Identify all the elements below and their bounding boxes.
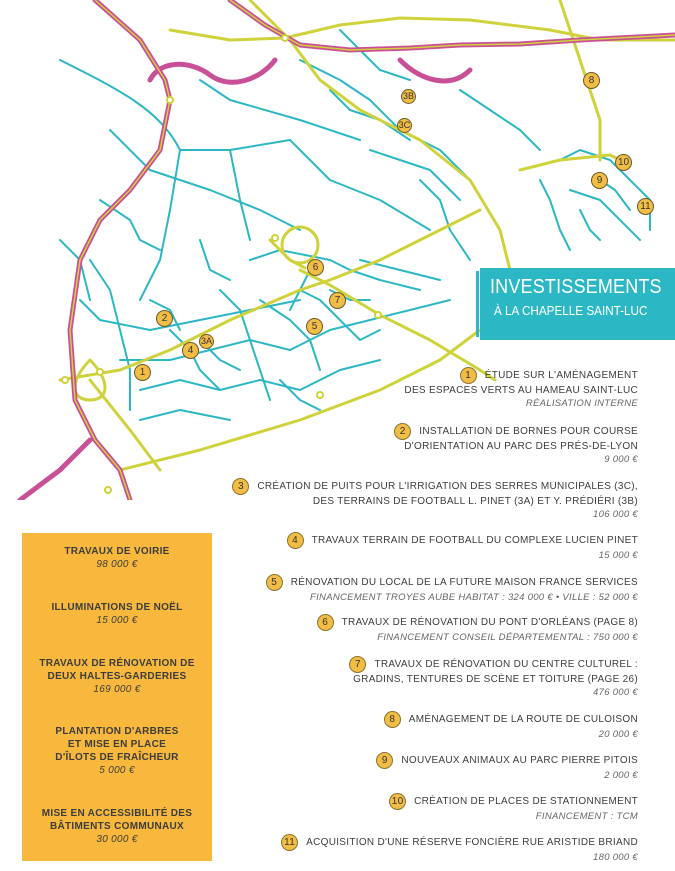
item-amount: 180 000 €	[593, 852, 638, 863]
box-entry-2	[22, 601, 212, 627]
item-number: 7	[349, 656, 366, 673]
item-title-2: DES TERRAINS DE FOOTBALL L. PINET (3A) ET Y. PRÉDIÉRI (3B)	[312, 496, 638, 507]
item-amount: RÉALISATION INTERNE	[525, 398, 638, 409]
item-number: 4	[287, 532, 304, 549]
box-entry-title-2: BÂTIMENTS COMMUNAUX	[49, 821, 185, 832]
box-entry-title-2: ET MISE EN PLACE	[67, 739, 167, 750]
item-title: TRAVAUX DE RÉNOVATION DU PONT D'ORLÉANS (PAGE 8)	[341, 617, 638, 629]
list-item-7	[349, 656, 638, 699]
box-entry-3	[22, 657, 212, 696]
box-entry-amount: 5 000 €	[99, 765, 135, 776]
map-marker-2[interactable]: 2	[156, 310, 173, 327]
box-entry-title: MISE EN ACCESSIBILITÉ DES	[41, 808, 193, 819]
item-number: 9	[376, 752, 393, 769]
box-entry-amount: 15 000 €	[96, 615, 138, 626]
item-title-2: D'ORIENTATION AU PARC DES PRÉS-DE-LYON	[404, 441, 638, 452]
page-subtitle: À LA CHAPELLE SAINT-LUC	[494, 303, 648, 318]
item-funding: FINANCEMENT : TCM	[535, 811, 638, 822]
item-number: 2	[394, 423, 411, 440]
item-title: NOUVEAUX ANIMAUX AU PARC PIERRE PITOIS	[401, 755, 638, 767]
box-entry-amount: 30 000 €	[96, 834, 138, 845]
item-funding: FINANCEMENT TROYES AUBE HABITAT : 324 000 € • VILLE : 52 000 €	[310, 592, 638, 603]
item-number: 10	[389, 793, 406, 810]
box-entry-title-3: D'ÎLOTS DE FRAÎCHEUR	[55, 752, 179, 763]
item-title: AMÉNAGEMENT DE LA ROUTE DE CULOISON	[408, 714, 638, 726]
title-banner	[480, 268, 675, 340]
list-item-2	[394, 423, 638, 466]
item-number: 5	[266, 574, 283, 591]
item-number: 11	[281, 834, 298, 851]
box-entry-5	[22, 807, 212, 846]
item-title: ACQUISITION D'UNE RÉSERVE FONCIÈRE RUE ARISTIDE BRIAND	[306, 837, 638, 849]
item-title: CRÉATION DE PUITS POUR L'IRRIGATION DES SERRES MUNICIPALES (3C),	[257, 481, 638, 493]
map-marker-10[interactable]: 10	[615, 154, 632, 171]
list-item-4	[287, 532, 638, 562]
map-marker-7[interactable]: 7	[329, 292, 346, 309]
item-title: TRAVAUX TERRAIN DE FOOTBALL DU COMPLEXE LUCIEN PINET	[311, 535, 638, 547]
item-number: 3	[232, 478, 249, 495]
box-entry-1	[22, 545, 212, 571]
item-title: CRÉATION DE PLACES DE STATIONNEMENT	[414, 796, 638, 808]
item-number: 6	[317, 614, 334, 631]
map-marker-9[interactable]: 9	[591, 172, 608, 189]
item-funding: FINANCEMENT CONSEIL DÉPARTEMENTAL : 750 000 €	[377, 632, 638, 643]
list-item-10	[389, 793, 638, 823]
list-item-11	[281, 834, 638, 864]
map-marker-5[interactable]: 5	[306, 318, 323, 335]
map-marker-3c[interactable]: 3C	[397, 118, 412, 133]
item-title: TRAVAUX DE RÉNOVATION DU CENTRE CULTUREL :	[374, 659, 638, 671]
item-title-2: GRADINS, TENTURES DE SCÈNE ET TOITURE (PAGE 26)	[353, 674, 638, 685]
map-marker-3a[interactable]: 3A	[199, 334, 214, 349]
item-title-2: DES ESPACES VERTS AU HAMEAU SAINT-LUC	[404, 385, 638, 396]
map-marker-6[interactable]: 6	[307, 259, 324, 276]
item-amount: 9 000 €	[604, 454, 638, 465]
box-entry-title: TRAVAUX DE VOIRIE	[64, 546, 170, 557]
box-entry-amount: 98 000 €	[96, 559, 138, 570]
list-item-1	[404, 367, 638, 410]
box-entry-title: TRAVAUX DE RÉNOVATION DE	[39, 658, 195, 669]
box-entry-title: PLANTATION D'ARBRES	[55, 726, 179, 737]
item-title: ÉTUDE SUR L'AMÉNAGEMENT	[484, 370, 638, 382]
list-item-5	[266, 574, 638, 604]
list-item-6	[317, 614, 638, 644]
item-amount: 15 000 €	[598, 550, 638, 561]
map-marker-8[interactable]: 8	[583, 72, 600, 89]
list-item-9	[376, 752, 638, 782]
box-entry-title: ILLUMINATIONS DE NOËL	[51, 602, 183, 613]
other-investments-box	[22, 533, 212, 861]
box-entry-title-2: DEUX HALTES-GARDERIES	[47, 671, 187, 682]
map-marker-11[interactable]: 11	[637, 198, 654, 215]
item-amount: 20 000 €	[598, 729, 638, 740]
item-number: 1	[460, 367, 477, 384]
item-amount: 106 000 €	[593, 509, 638, 520]
page-title: INVESTISSEMENTS	[490, 276, 662, 298]
map-marker-4[interactable]: 4	[182, 342, 199, 359]
box-entry-4	[22, 725, 212, 777]
list-item-8	[384, 711, 638, 741]
map-marker-1[interactable]: 1	[134, 364, 151, 381]
box-entry-amount: 169 000 €	[93, 684, 141, 695]
item-title: RÉNOVATION DU LOCAL DE LA FUTURE MAISON FRANCE SERVICES	[290, 577, 638, 589]
item-amount: 2 000 €	[604, 770, 638, 781]
item-title: INSTALLATION DE BORNES POUR COURSE	[419, 426, 638, 438]
local-streets	[60, 30, 662, 420]
map-marker-3b[interactable]: 3B	[401, 89, 416, 104]
list-item-3	[232, 478, 638, 521]
item-number: 8	[384, 711, 401, 728]
item-amount: 476 000 €	[593, 687, 638, 698]
